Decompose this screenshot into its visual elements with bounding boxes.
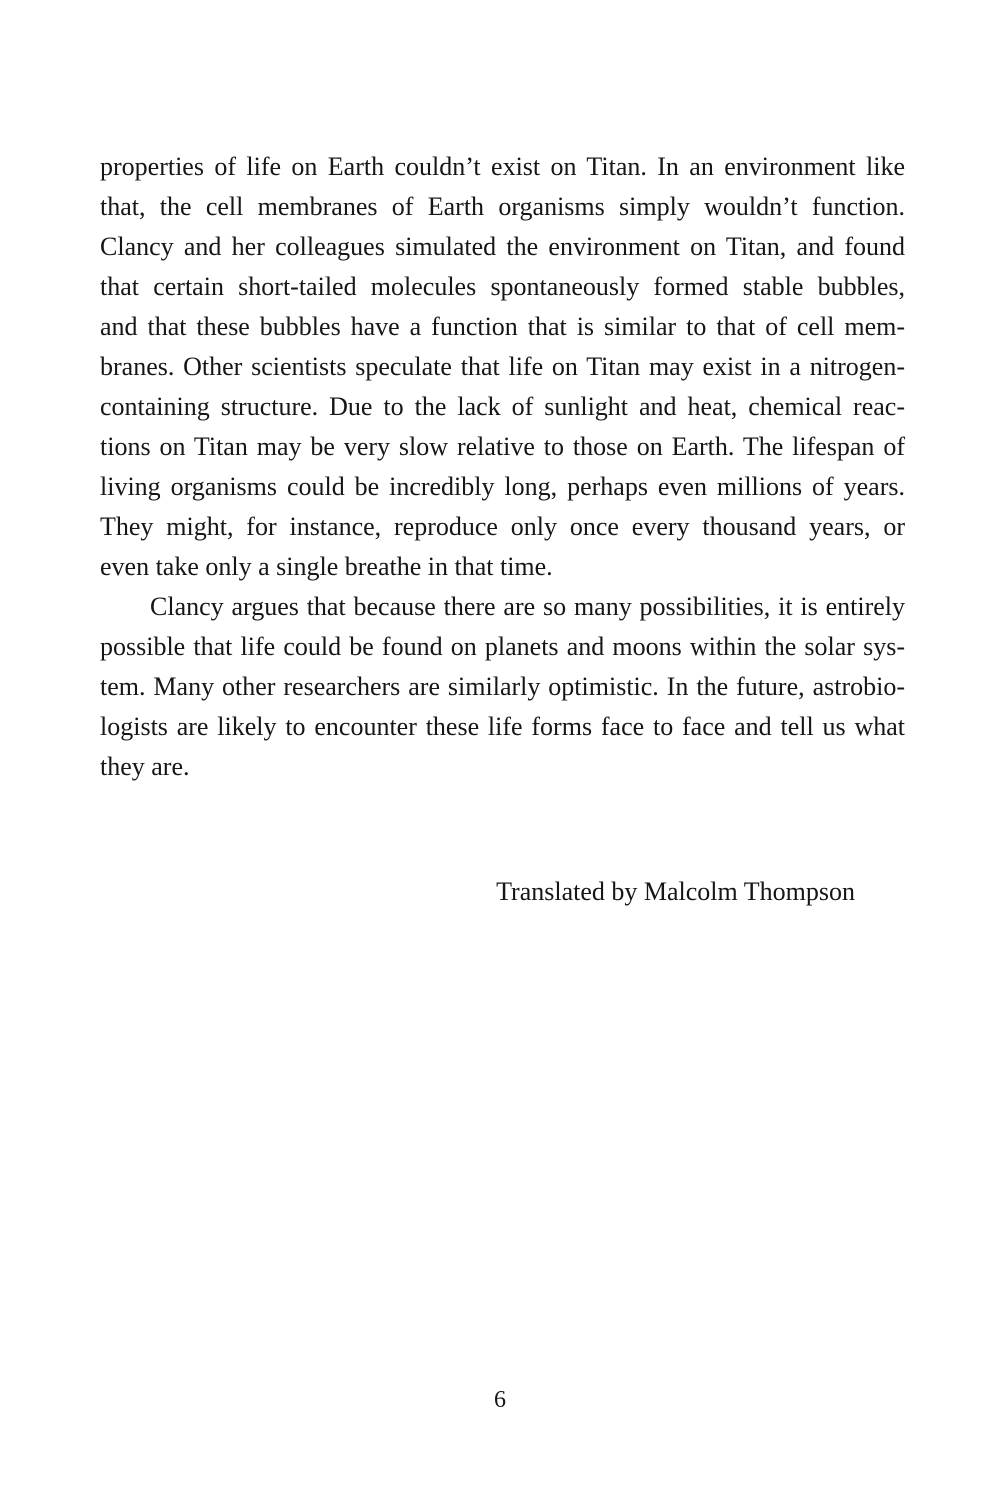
text-line: that, the cell membranes of Earth organisms simply wouldn’t function. <box>100 192 905 221</box>
translator-attribution: Translated by Malcolm Thompson <box>496 877 855 906</box>
text-line: even take only a single breathe in that time. <box>100 552 553 581</box>
text-line: logists are likely to encounter these life forms face to face and tell us what <box>100 712 905 741</box>
text-line: living organisms could be incredibly long, perhaps even millions of years. <box>100 472 905 501</box>
text-line: tions on Titan may be very slow relative to those on Earth. The lifespan of <box>100 432 905 461</box>
text-line: branes. Other scientists speculate that life on Titan may exist in a nitrogen- <box>100 352 905 381</box>
text-line: They might, for instance, reproduce only once every thousand years, or <box>100 512 905 541</box>
text-line: properties of life on Earth couldn’t exist on Titan. In an environment like <box>100 152 905 181</box>
text-line: Clancy argues that because there are so many possibilities, it is entirely <box>150 592 905 621</box>
text-block <box>100 147 905 787</box>
text-line: containing structure. Due to the lack of sunlight and heat, chemical reac- <box>100 392 905 421</box>
text-line: Clancy and her colleagues simulated the environment on Titan, and found <box>100 232 905 261</box>
text-line: that certain short-tailed molecules spontaneously formed stable bubbles, <box>100 272 905 301</box>
text-line: and that these bubbles have a function that is similar to that of cell mem- <box>100 312 905 341</box>
paragraph-1 <box>100 147 905 587</box>
text-line: tem. Many other researchers are similarly optimistic. In the future, astrobio- <box>100 672 905 701</box>
text-line: possible that life could be found on planets and moons within the solar sys- <box>100 632 905 661</box>
page-number: 6 <box>494 1387 506 1413</box>
paragraph-2 <box>100 587 905 787</box>
text-line: they are. <box>100 752 190 781</box>
